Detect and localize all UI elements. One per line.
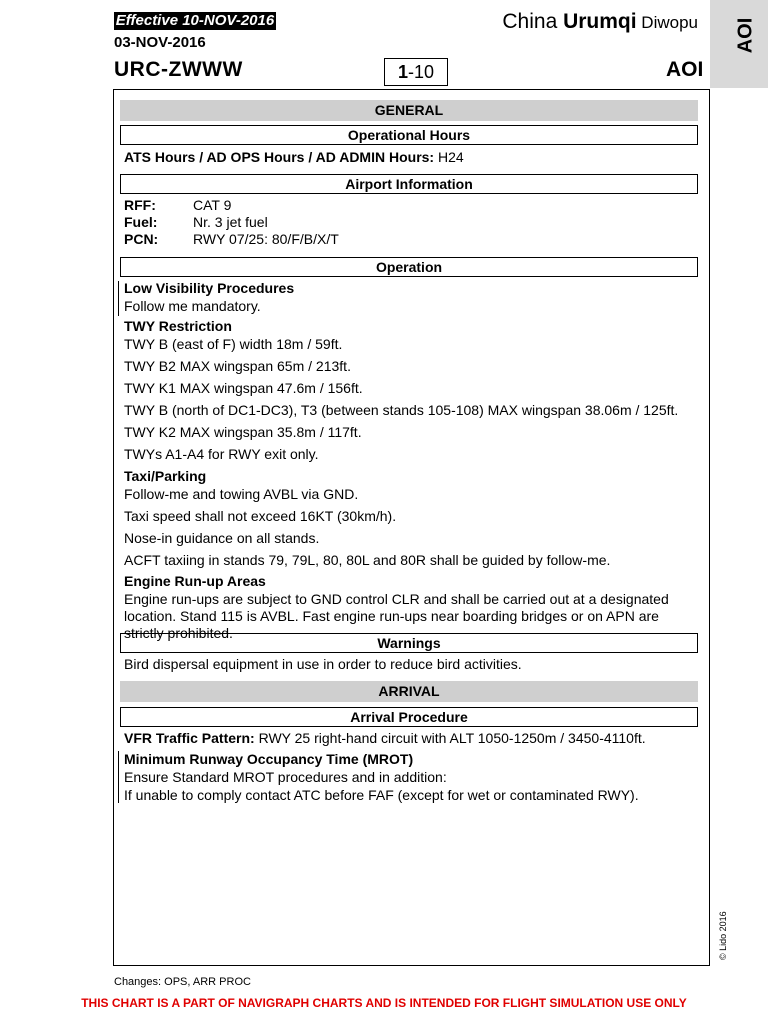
taxi-item: Nose-in guidance on all stands.: [124, 530, 320, 546]
page-minor: -10: [408, 62, 435, 82]
engine-runup-text: Engine run-ups are subject to GND control CLR and shall be carried out at a designated location. Stand 115 is AVBL. Fast engine run-ups near boarding bridges or on APN are strictly prohibited.: [124, 591, 669, 641]
issue-date: 03-NOV-2016: [114, 34, 206, 51]
taxi-item: ACFT taxiing in stands 79, 79L, 80, 80L and 80R shall be guided by follow-me.: [124, 552, 611, 568]
lvp-title: Low Visibility Procedures: [124, 280, 295, 296]
fuel-label: Fuel:: [124, 214, 158, 230]
arrival-procedure-title: Arrival Procedure: [120, 707, 698, 727]
operation-title: Operation: [120, 257, 698, 277]
mrot-line: If unable to comply contact ATC before FAF (except for wet or contaminated RWY).: [124, 787, 639, 803]
rff-label: RFF:: [124, 197, 156, 213]
location-country: China: [502, 10, 564, 33]
airport-code: URC-ZWWW: [114, 58, 243, 81]
twy-restriction-title: TWY Restriction: [124, 318, 232, 334]
section-code: AOI: [666, 58, 704, 81]
vfr-pattern-label: VFR Traffic Pattern:: [124, 730, 255, 746]
section-general-title: GENERAL: [120, 100, 698, 121]
copyright-notice: © Lido 2016: [718, 911, 728, 960]
twy-item: TWY B (north of DC1-DC3), T3 (between stands 105-108) MAX wingspan 38.06m / 125ft.: [124, 402, 679, 418]
fuel-row: [124, 214, 268, 231]
location-airport: Diwopu: [636, 13, 698, 32]
pcn-value: RWY 07/25: 80/F/B/X/T: [193, 231, 339, 247]
effective-date-banner: Effective 10-NOV-2016: [115, 12, 275, 29]
vfr-pattern-value: RWY 25 right-hand circuit with ALT 1050-1250m / 3450-4110ft.: [254, 730, 646, 746]
taxi-item: Taxi speed shall not exceed 16KT (30km/h).: [124, 508, 397, 524]
twy-item: TWY K1 MAX wingspan 47.6m / 156ft.: [124, 380, 363, 396]
mrot-line: Ensure Standard MROT procedures and in addition:: [124, 769, 447, 785]
taxi-item: Follow-me and towing AVBL via GND.: [124, 486, 359, 502]
change-bar: [118, 281, 119, 316]
disclaimer: THIS CHART IS A PART OF NAVIGRAPH CHARTS AND IS INTENDED FOR FLIGHT SIMULATION USE ONLY: [81, 996, 687, 1010]
page-major: 1: [397, 62, 408, 82]
page-number-box: [384, 58, 448, 86]
pcn-row: [124, 231, 339, 248]
changes-note: Changes: OPS, ARR PROC: [114, 976, 251, 988]
engine-runup-title: Engine Run-up Areas: [124, 573, 266, 589]
twy-item: TWY B2 MAX wingspan 65m / 213ft.: [124, 358, 351, 374]
fuel-value: Nr. 3 jet fuel: [193, 214, 268, 230]
airport-location: [502, 10, 698, 34]
taxi-parking-title: Taxi/Parking: [124, 468, 207, 484]
rff-value: CAT 9: [193, 197, 232, 213]
section-tab-label: AOI: [734, 17, 757, 54]
rff-row: [124, 197, 231, 214]
change-bar: [118, 751, 119, 803]
vfr-pattern-line: [124, 730, 646, 747]
twy-item: TWY B (east of F) width 18m / 59ft.: [124, 336, 343, 352]
airport-information-title: Airport Information: [120, 174, 698, 194]
warnings-text: Bird dispersal equipment in use in order to reduce bird activities.: [124, 656, 522, 672]
section-arrival-title: ARRIVAL: [120, 681, 698, 702]
operational-hours-title: Operational Hours: [120, 125, 698, 145]
operational-hours-label: ATS Hours / AD OPS Hours / AD ADMIN Hours:: [124, 149, 435, 165]
twy-item: TWYs A1-A4 for RWY exit only.: [124, 446, 319, 462]
operational-hours-line: [124, 149, 464, 166]
lvp-text: Follow me mandatory.: [124, 298, 261, 314]
mrot-title: Minimum Runway Occupancy Time (MROT): [124, 751, 414, 767]
twy-item: TWY K2 MAX wingspan 35.8m / 117ft.: [124, 424, 362, 440]
location-city: Urumqi: [563, 10, 637, 33]
operational-hours-value: H24: [434, 149, 464, 165]
pcn-label: PCN:: [124, 231, 159, 247]
warnings-title: Warnings: [120, 633, 698, 653]
